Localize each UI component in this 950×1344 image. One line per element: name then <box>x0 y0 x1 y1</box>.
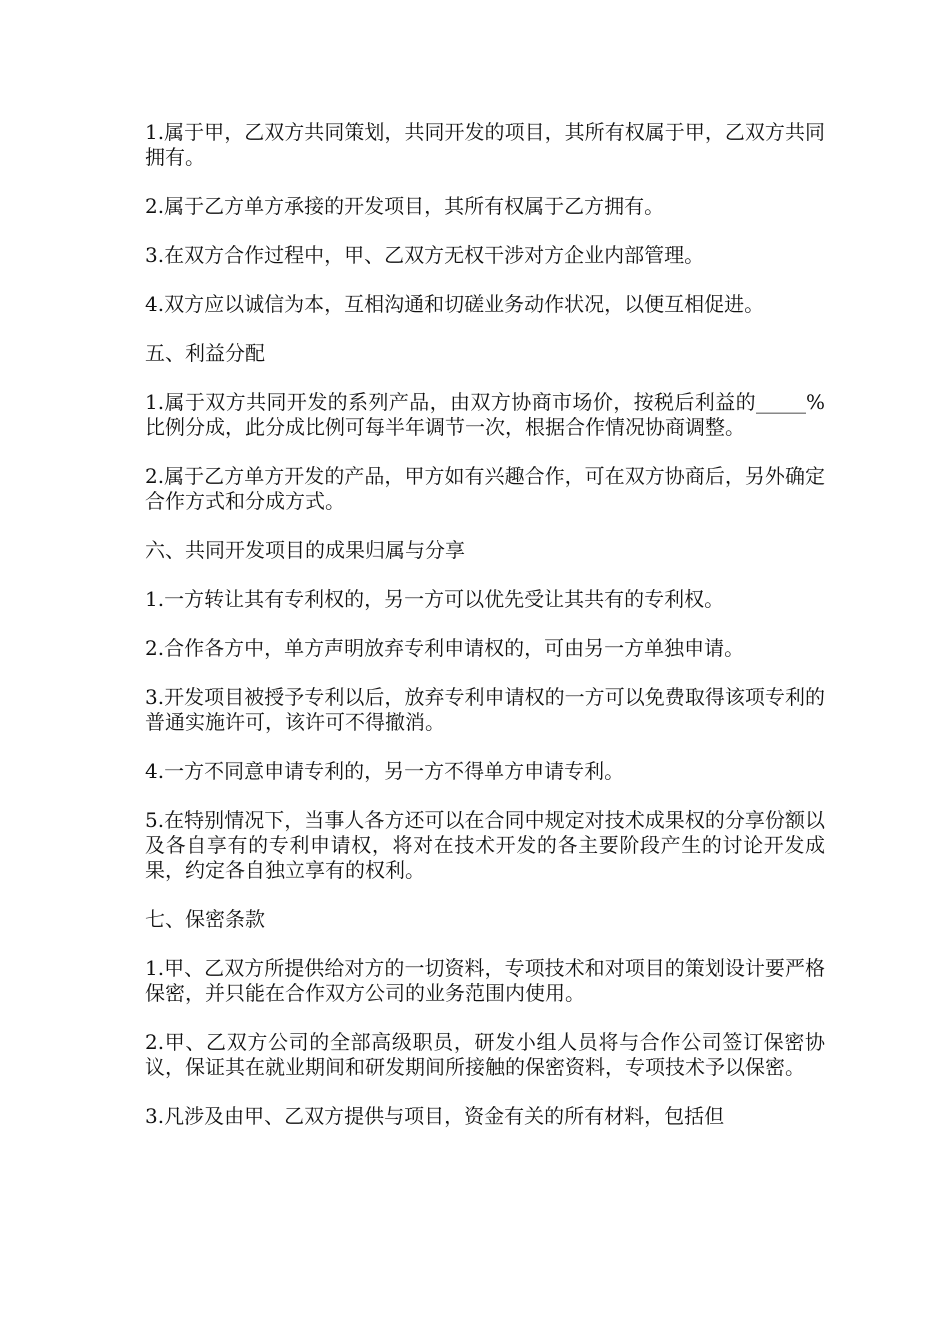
clause-ownership-4: 4.双方应以诚信为本，互相沟通和切磋业务动作状况，以便互相促进。 <box>145 292 765 316</box>
clause-results-4: 4.一方不同意申请专利的，另一方不得单方申请专利。 <box>145 759 625 783</box>
clause-ownership-3: 3.在双方合作过程中，甲、乙双方无权干涉对方企业内部管理。 <box>145 243 705 267</box>
clause-profit-1: 1.属于双方共同开发的系列产品，由双方协商市场价，按税后利益的_____%比例分成，此分成比例可每半年调节一次，根据合作情况协商调整。 <box>145 390 825 439</box>
clause-results-3: 3.开发项目被授予专利以后，放弃专利申请权的一方可以免费取得该项专利的普通实施许可，该许可不得撤消。 <box>145 685 825 734</box>
clause-profit-2: 2.属于乙方单方开发的产品，甲方如有兴趣合作，可在双方协商后，另外确定合作方式和分成方式。 <box>145 464 825 513</box>
clause-results-2: 2.合作各方中，单方声明放弃专利申请权的，可由另一方单独申请。 <box>145 636 745 660</box>
document-body <box>145 120 825 1153</box>
clause-results-5: 5.在特别情况下，当事人各方还可以在合同中规定对技术成果权的分享份额以及各自享有的专利申请权，将对在技术开发的各主要阶段产生的讨论开发成果，约定各自独立享有的权利。 <box>145 808 825 882</box>
clause-confidentiality-1: 1.甲、乙双方所提供给对方的一切资料，专项技术和对项目的策划设计要严格保密，并只能在合作双方公司的业务范围内使用。 <box>145 956 825 1005</box>
clause-confidentiality-3: 3.凡涉及由甲、乙双方提供与项目，资金有关的所有材料，包括但 <box>145 1104 725 1128</box>
clause-ownership-2: 2.属于乙方单方承接的开发项目，其所有权属于乙方拥有。 <box>145 194 665 218</box>
section-heading-results: 六、共同开发项目的成果归属与分享 <box>145 538 465 562</box>
clause-confidentiality-2: 2.甲、乙双方公司的全部高级职员，研发小组人员将与合作公司签订保密协议，保证其在就业期间和研发期间所接触的保密资料，专项技术予以保密。 <box>145 1030 825 1079</box>
clause-ownership-1: 1.属于甲，乙双方共同策划，共同开发的项目，其所有权属于甲，乙双方共同拥有。 <box>145 120 825 169</box>
section-heading-confidentiality: 七、保密条款 <box>145 907 265 931</box>
section-heading-profit: 五、利益分配 <box>145 341 265 365</box>
clause-results-1: 1.一方转让其有专利权的，另一方可以优先受让其共有的专利权。 <box>145 587 725 611</box>
